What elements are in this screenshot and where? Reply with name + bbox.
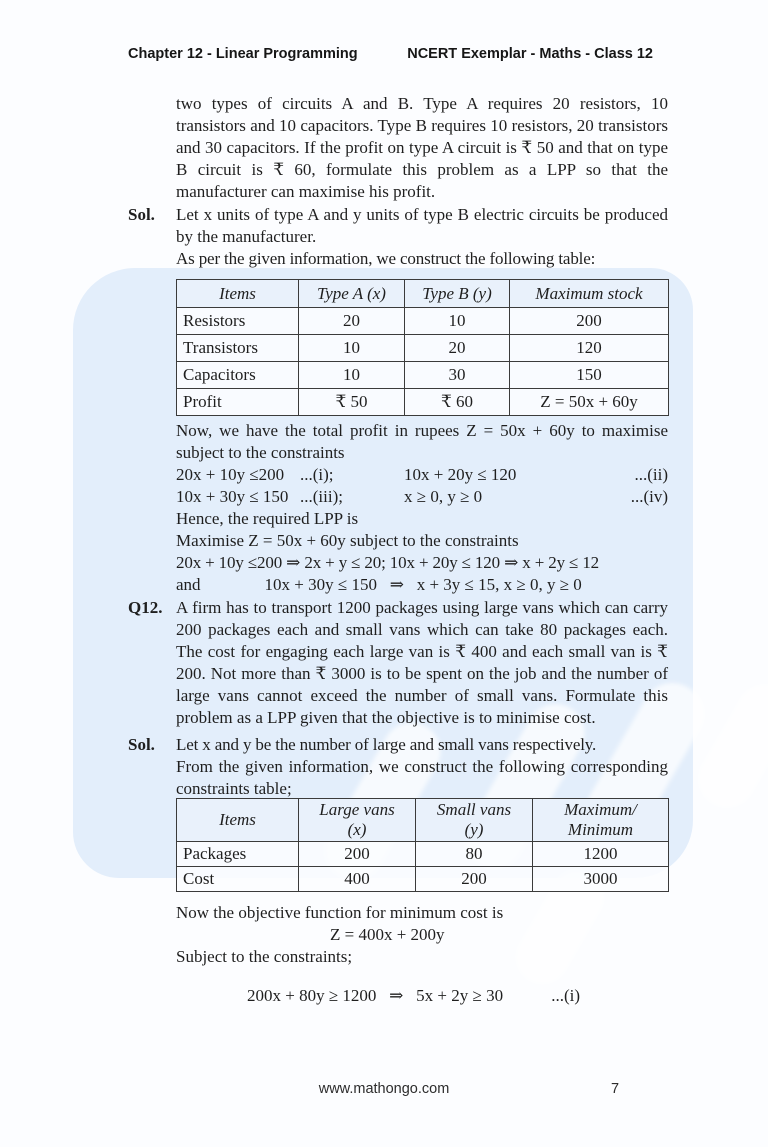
objective-intro: Now the objective function for minimum cost is — [176, 903, 504, 922]
sol2-body — [176, 734, 668, 800]
constraint-ref: ...(i); — [300, 465, 334, 484]
sol1-paragraph: Let x units of type A and y units of type B electric circuits be produced by the manufacturer. — [176, 205, 668, 246]
objective-function-block — [176, 902, 668, 1024]
table-header-row — [177, 280, 669, 308]
circuits-table-wrap — [176, 279, 668, 416]
header-line: Small vans — [436, 800, 512, 819]
constraint-row — [176, 464, 668, 486]
constraint-eq: x ≥ 0, y ≥ 0 — [404, 487, 483, 506]
cell-value: 200 — [416, 867, 533, 892]
constraint-ref: ...(iii); — [300, 487, 343, 506]
col-max-stock: Maximum stock — [510, 280, 669, 308]
and-label: and — [176, 575, 201, 594]
col-small-vans — [416, 799, 533, 842]
header-line: Large vans — [319, 800, 395, 819]
maximise-line: Maximise Z = 50x + 60y subject to the constraints — [176, 531, 519, 550]
sol1-table-intro: As per the given information, we construct the following table: — [176, 249, 596, 268]
header-line: (y) — [464, 820, 484, 839]
header-line: Maximum/ — [564, 800, 637, 819]
cell-value: 30 — [405, 362, 510, 389]
cell-value: 20 — [405, 335, 510, 362]
cell-value: 120 — [510, 335, 669, 362]
footer-page-number: 7 — [610, 1081, 620, 1097]
footer-website: www.mathongo.com — [318, 1081, 450, 1097]
sol2-paragraph: From the given information, we construct the following corresponding constraints table; — [176, 757, 668, 798]
constraint-chain-final — [176, 574, 668, 596]
cell-item: Cost — [177, 867, 299, 892]
sol1-body — [176, 204, 668, 270]
cell-item: Capacitors — [177, 362, 299, 389]
constraint-eq: 10x + 30y ≤ 150 ⇒ x + 3y ≤ 15, x ≥ 0, y ≥ 0 — [264, 575, 582, 594]
constraint-ref: ...(i) — [551, 986, 580, 1005]
cell-value: 3000 — [533, 867, 669, 892]
book-header: NCERT Exemplar - Maths - Class 12 — [407, 46, 653, 62]
constraint-row — [176, 486, 668, 508]
cell-value: 20 — [299, 308, 405, 335]
cell-value: 400 — [299, 867, 416, 892]
constraint-eq: 10x + 30y ≤ 150 — [176, 487, 289, 506]
constraint-eq: 20x + 10y ≤200 — [176, 465, 285, 484]
header-line: Minimum — [567, 820, 634, 839]
cell-item: Resistors — [177, 308, 299, 335]
cell-value: Z = 50x + 60y — [510, 389, 669, 416]
watermark-logo-stroke — [689, 675, 768, 817]
constraint-ref: ...(iv) — [630, 487, 668, 506]
cell-value: 200 — [299, 842, 416, 867]
col-type-b: Type B (y) — [405, 280, 510, 308]
cell-value: 10 — [299, 362, 405, 389]
objective-equation: Z = 400x + 200y — [330, 925, 445, 944]
profit-statement: Now, we have the total profit in rupees Z = 50x + 60y to maximise subject to the constraints — [176, 421, 668, 462]
cell-value: 1200 — [533, 842, 669, 867]
col-large-vans — [299, 799, 416, 842]
constraint-eq: 10x + 20y ≤ 120 — [404, 465, 517, 484]
final-constraint-row — [176, 985, 668, 1007]
cell-value: ₹ 50 — [299, 389, 405, 416]
vans-table-wrap — [176, 798, 668, 892]
table-row — [177, 867, 669, 892]
q12-body — [176, 597, 668, 729]
cell-value: 200 — [510, 308, 669, 335]
table-header-row — [177, 799, 669, 842]
paragraph-text: two types of circuits A and B. Type A requires 20 resistors, 10 transistors and 10 capacitors. Type B requires 10 resistors, 20 transistors and 30 capacitors. If the profit on type A circuit is ₹ 50 and that on type B circuit is ₹ 60, formulate this problem as a LPP so that the manufacturer can maximise his profit. — [176, 94, 668, 201]
cell-value: 150 — [510, 362, 669, 389]
constraint-chain: 20x + 10y ≤200 ⇒ 2x + y ≤ 20; 10x + 20y ≤ 120 ⇒ x + 2y ≤ 12 — [176, 553, 600, 572]
table-row — [177, 362, 669, 389]
lpp-derivation — [176, 420, 668, 596]
constraint-ref: ...(ii) — [634, 465, 668, 484]
constraint-eq: 200x + 80y ≥ 1200 ⇒ 5x + 2y ≥ 30 — [247, 986, 504, 1005]
circuits-table — [176, 279, 669, 416]
cell-value: 10 — [405, 308, 510, 335]
sol1-label: Sol. — [128, 205, 155, 224]
cell-value: 80 — [416, 842, 533, 867]
q12-label: Q12. — [128, 598, 163, 617]
col-items: Items — [177, 280, 299, 308]
col-type-a: Type A (x) — [299, 280, 405, 308]
vans-table — [176, 798, 669, 892]
cell-value: ₹ 60 — [405, 389, 510, 416]
header-line: (x) — [347, 820, 367, 839]
subject-line: Subject to the constraints; — [176, 947, 353, 966]
question-intro-paragraph — [176, 93, 668, 203]
chapter-header: Chapter 12 - Linear Programming — [128, 46, 358, 62]
header-line: Items — [219, 810, 256, 829]
sol2-label: Sol. — [128, 735, 155, 754]
table-row — [177, 308, 669, 335]
hence-line: Hence, the required LPP is — [176, 509, 359, 528]
table-row — [177, 335, 669, 362]
table-row — [177, 389, 669, 416]
cell-item: Packages — [177, 842, 299, 867]
cell-value: 10 — [299, 335, 405, 362]
col-items — [177, 799, 299, 842]
cell-item: Profit — [177, 389, 299, 416]
q12-text: A firm has to transport 1200 packages using large vans which can carry 200 packages each and small vans which can take 80 packages each. The cost for engaging each large van is ₹ 400 and each small van is ₹ 200. Not more than ₹ 3000 is to be spent on the job and the number of large vans cannot exceed the number of small vans. Formulate this problem as a LPP given that the objective is to minimise cost. — [176, 598, 668, 727]
sol2-line1: Let x and y be the number of large and small vans respectively. — [176, 735, 597, 754]
cell-item: Transistors — [177, 335, 299, 362]
table-row — [177, 842, 669, 867]
col-max-min — [533, 799, 669, 842]
